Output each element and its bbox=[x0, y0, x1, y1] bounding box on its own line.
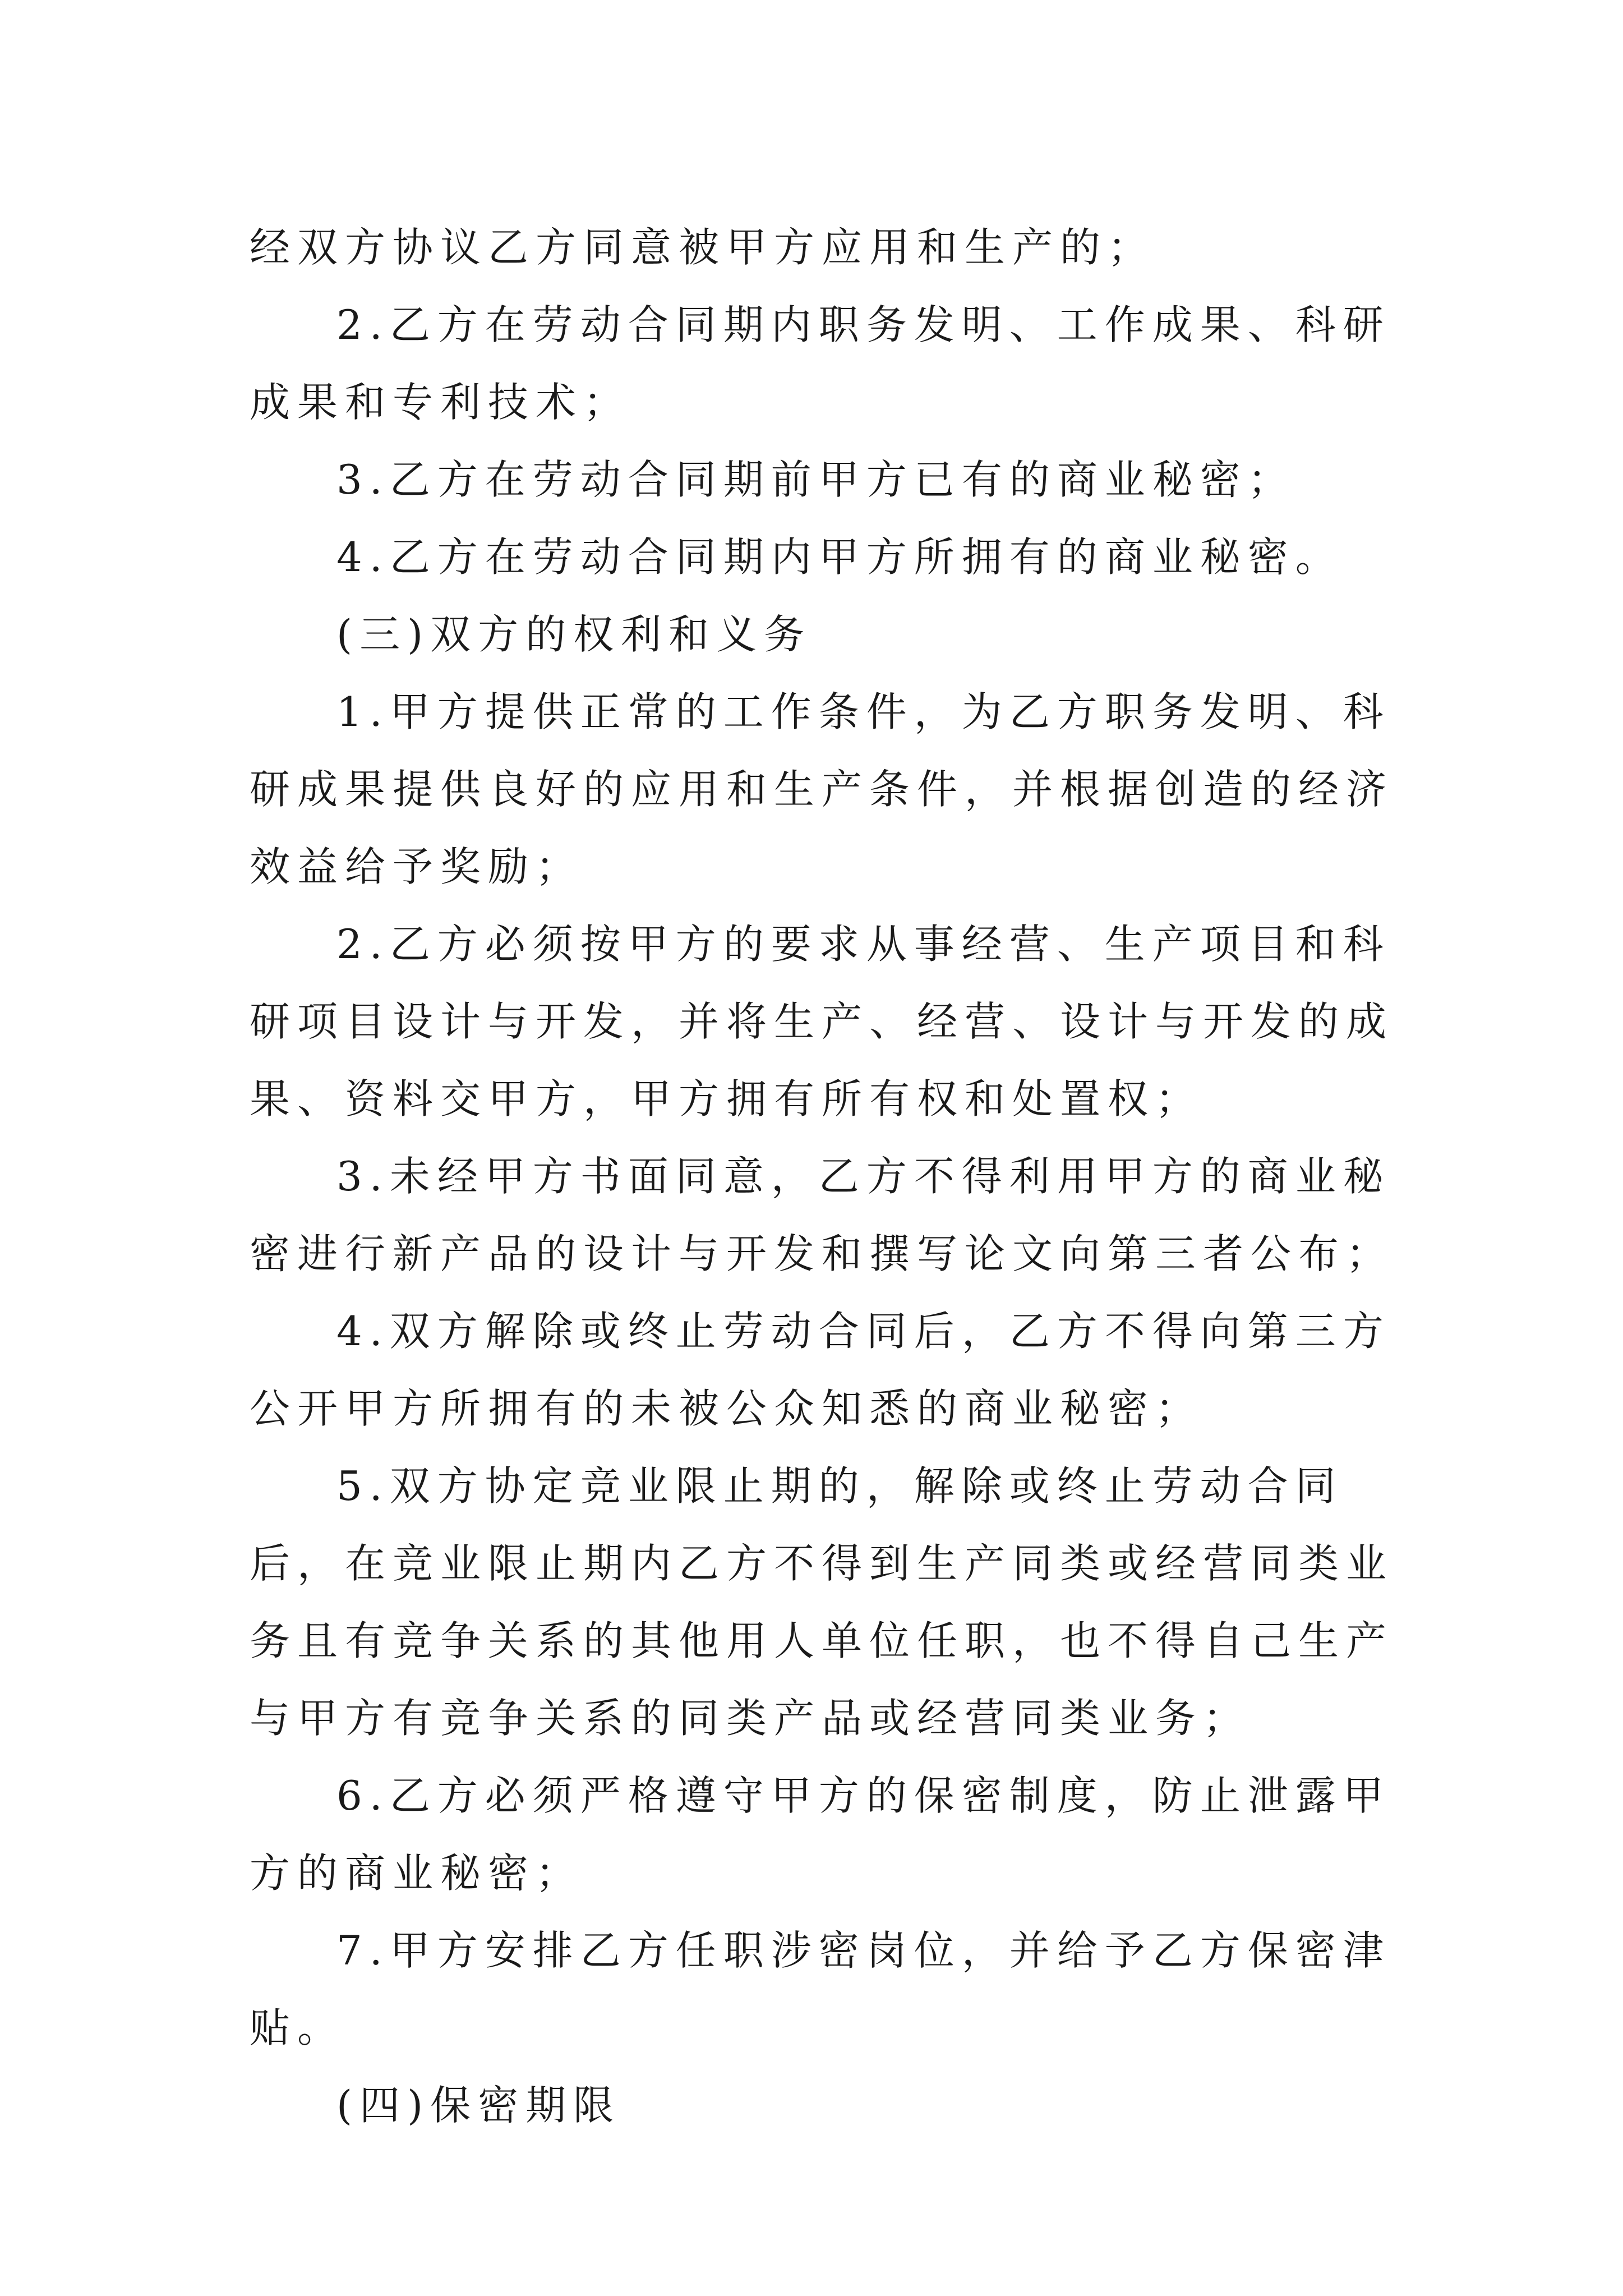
paragraph: 2.乙方必须按甲方的要求从事经营、生产项目和科研项目设计与开发，并将生产、经营、设计与开发的成果、资料交甲方，甲方拥有所有权和处置权； bbox=[250, 921, 1394, 1122]
paragraph: 2.乙方在劳动合同期内职务发明、工作成果、科研成果和专利技术； bbox=[250, 301, 1391, 426]
section-heading: (三)双方的权利和义务 bbox=[336, 611, 812, 658]
paragraph: 7.甲方安排乙方任职涉密岗位，并给予乙方保密津贴。 bbox=[250, 1927, 1391, 2051]
document-body bbox=[250, 209, 1394, 2144]
paragraph: 6.乙方必须严格遵守甲方的保密制度，防止泄露甲方的商业秘密； bbox=[250, 1772, 1391, 1897]
paragraph: 4.双方解除或终止劳动合同后，乙方不得向第三方公开甲方所拥有的未被公众知悉的商业秘密； bbox=[250, 1308, 1391, 1432]
paragraph: 5.双方协定竞业限止期的，解除或终止劳动合同后，在竞业限止期内乙方不得到生产同类或经营同类业务且有竞争关系的其他用人单位任职，也不得自己生产与甲方有竞争关系的同类产品或经营同类业务； bbox=[250, 1462, 1394, 1742]
paragraph: 1.甲方提供正常的工作条件，为乙方职务发明、科研成果提供良好的应用和生产条件，并根据创造的经济效益给予奖励； bbox=[250, 688, 1394, 890]
paragraph: 4.乙方在劳动合同期内甲方所拥有的商业秘密。 bbox=[336, 533, 1343, 581]
paragraph: 经双方协议乙方同意被甲方应用和生产的； bbox=[250, 224, 1156, 271]
paragraph: 3.乙方在劳动合同期前甲方已有的商业秘密； bbox=[336, 456, 1295, 503]
paragraph: 3.未经甲方书面同意，乙方不得利用甲方的商业秘密进行新产品的设计与开发和撰写论文向第三者公布； bbox=[250, 1153, 1394, 1277]
section-heading: (四)保密期限 bbox=[336, 2082, 621, 2129]
